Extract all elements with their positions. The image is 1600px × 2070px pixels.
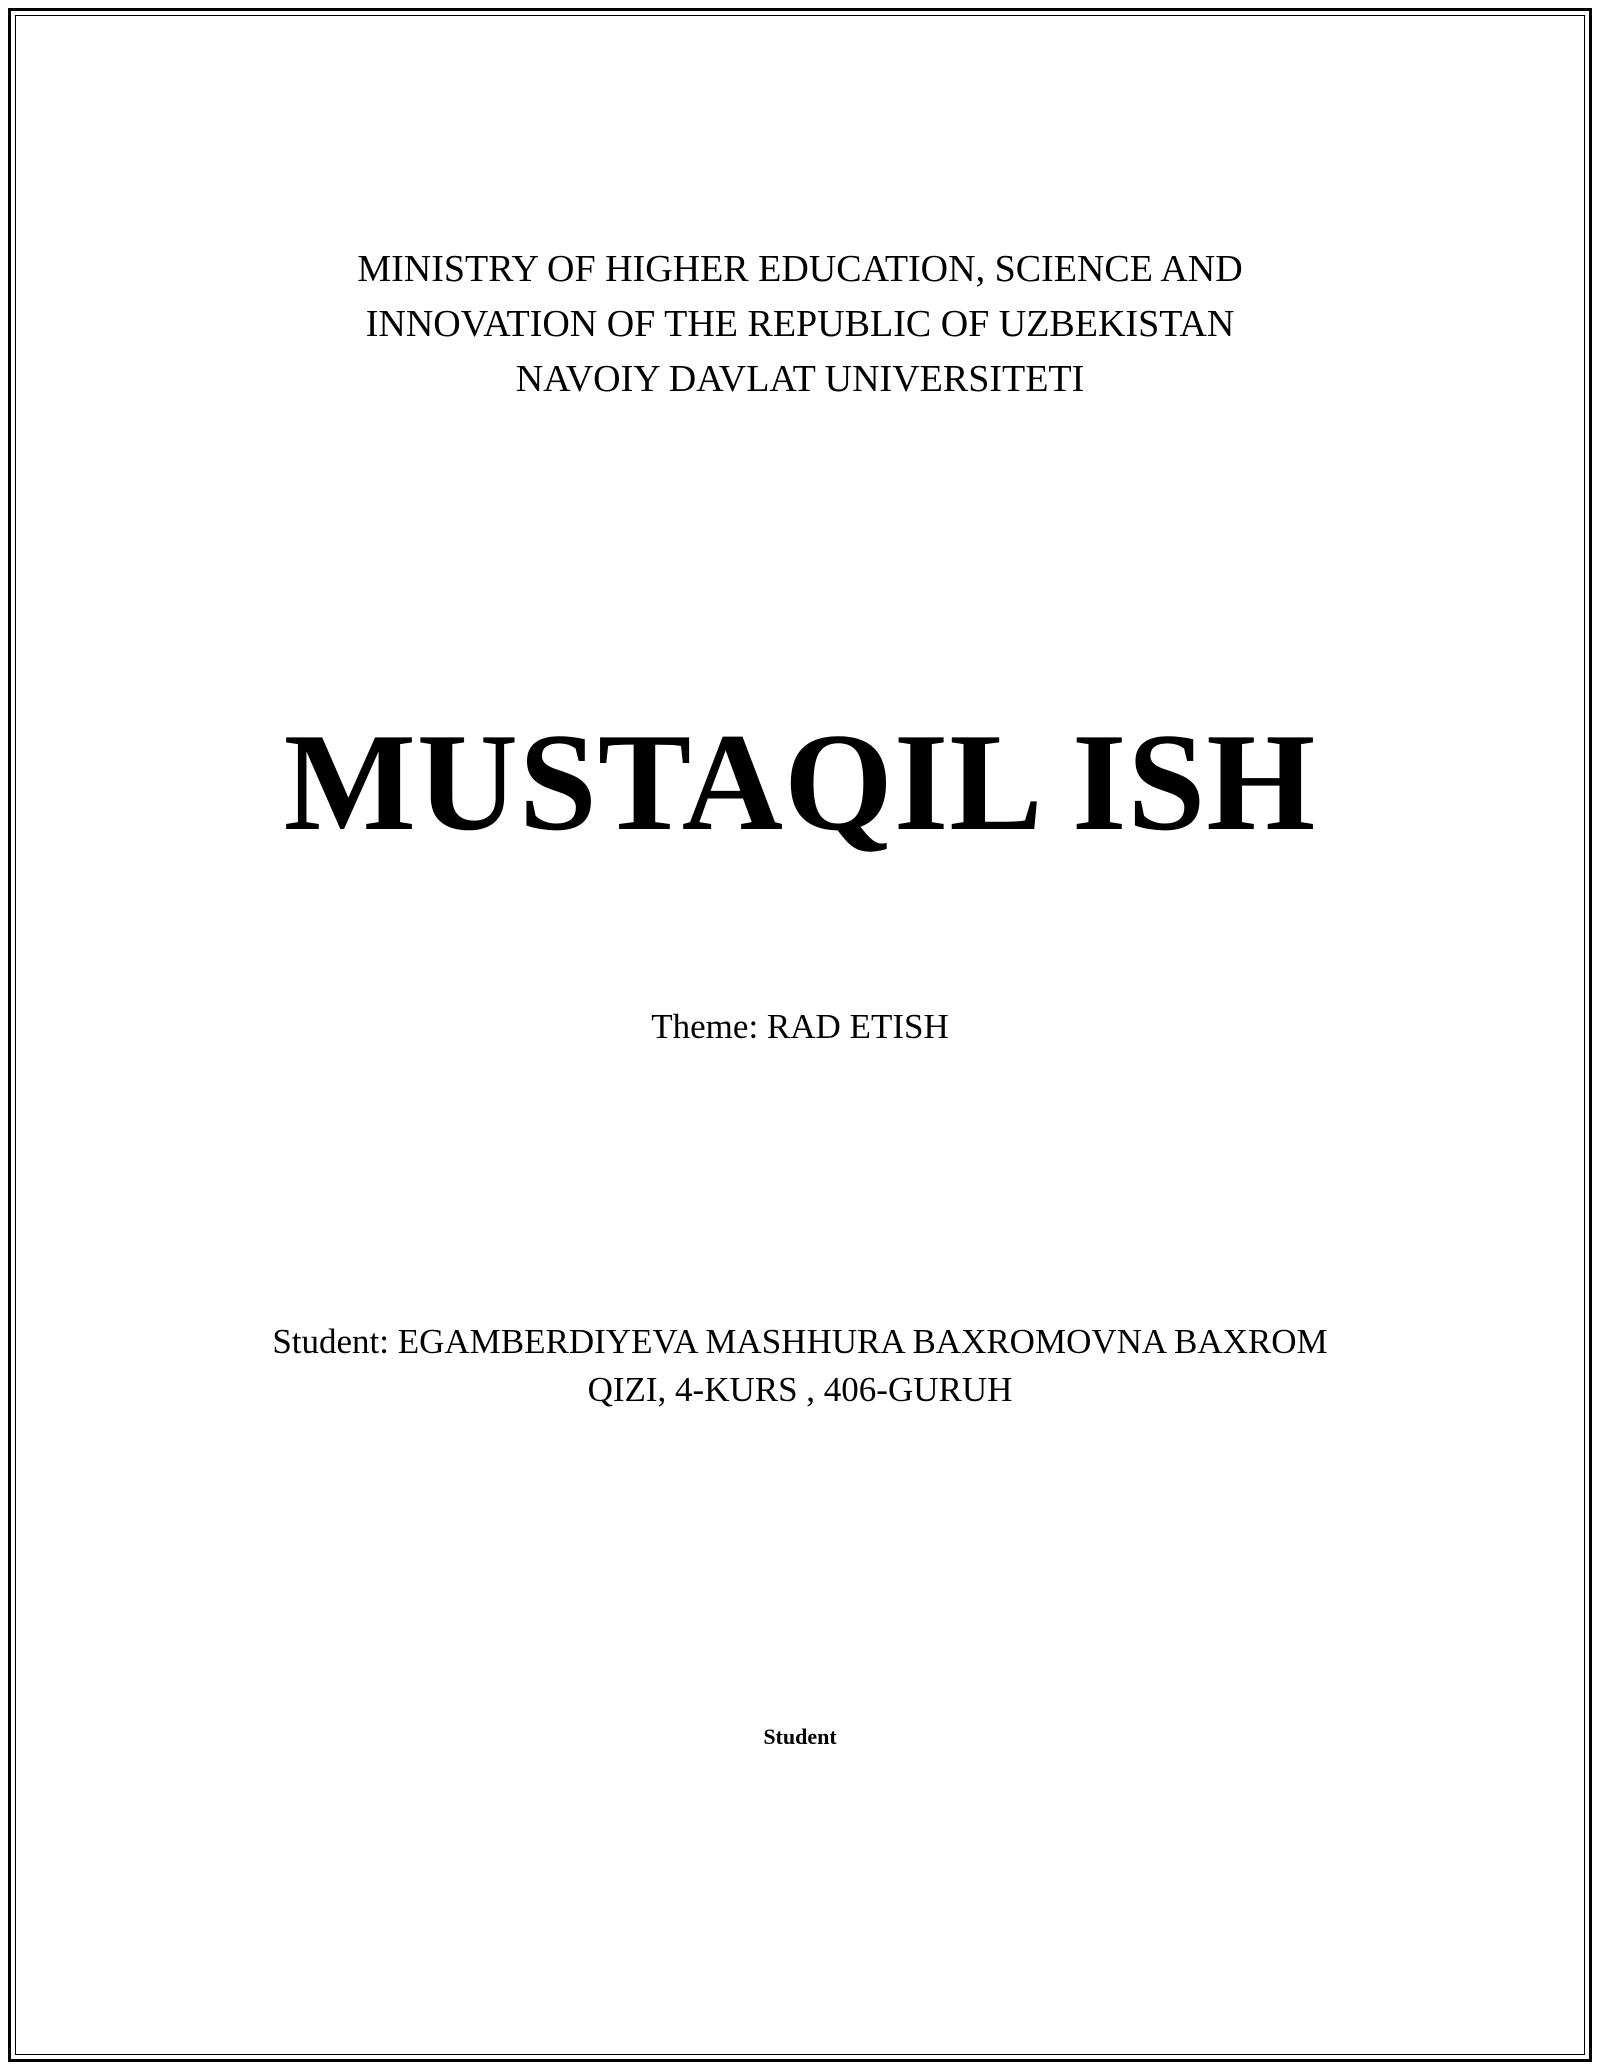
student-info-line-1: Student: EGAMBERDIYEVA MASHHURA BAXROMOVNA BAXROM [272, 1322, 1328, 1361]
document-title: MUSTAQIL ISH [283, 705, 1317, 860]
student-footer-label: Student [763, 1724, 837, 1749]
ministry-line-2: INNOVATION OF THE REPUBLIC OF UZBEKISTAN [365, 303, 1235, 345]
ministry-header [0, 242, 1600, 407]
student-info-line-2: QIZI, 4-KURS , 406-GURUH [587, 1370, 1013, 1409]
ministry-line-1: MINISTRY OF HIGHER EDUCATION, SCIENCE AND [357, 248, 1243, 290]
student-info [0, 1318, 1600, 1414]
university-name: NAVOIY DAVLAT UNIVERSITETI [515, 358, 1085, 400]
theme-line: Theme: RAD ETISH [651, 1007, 949, 1046]
